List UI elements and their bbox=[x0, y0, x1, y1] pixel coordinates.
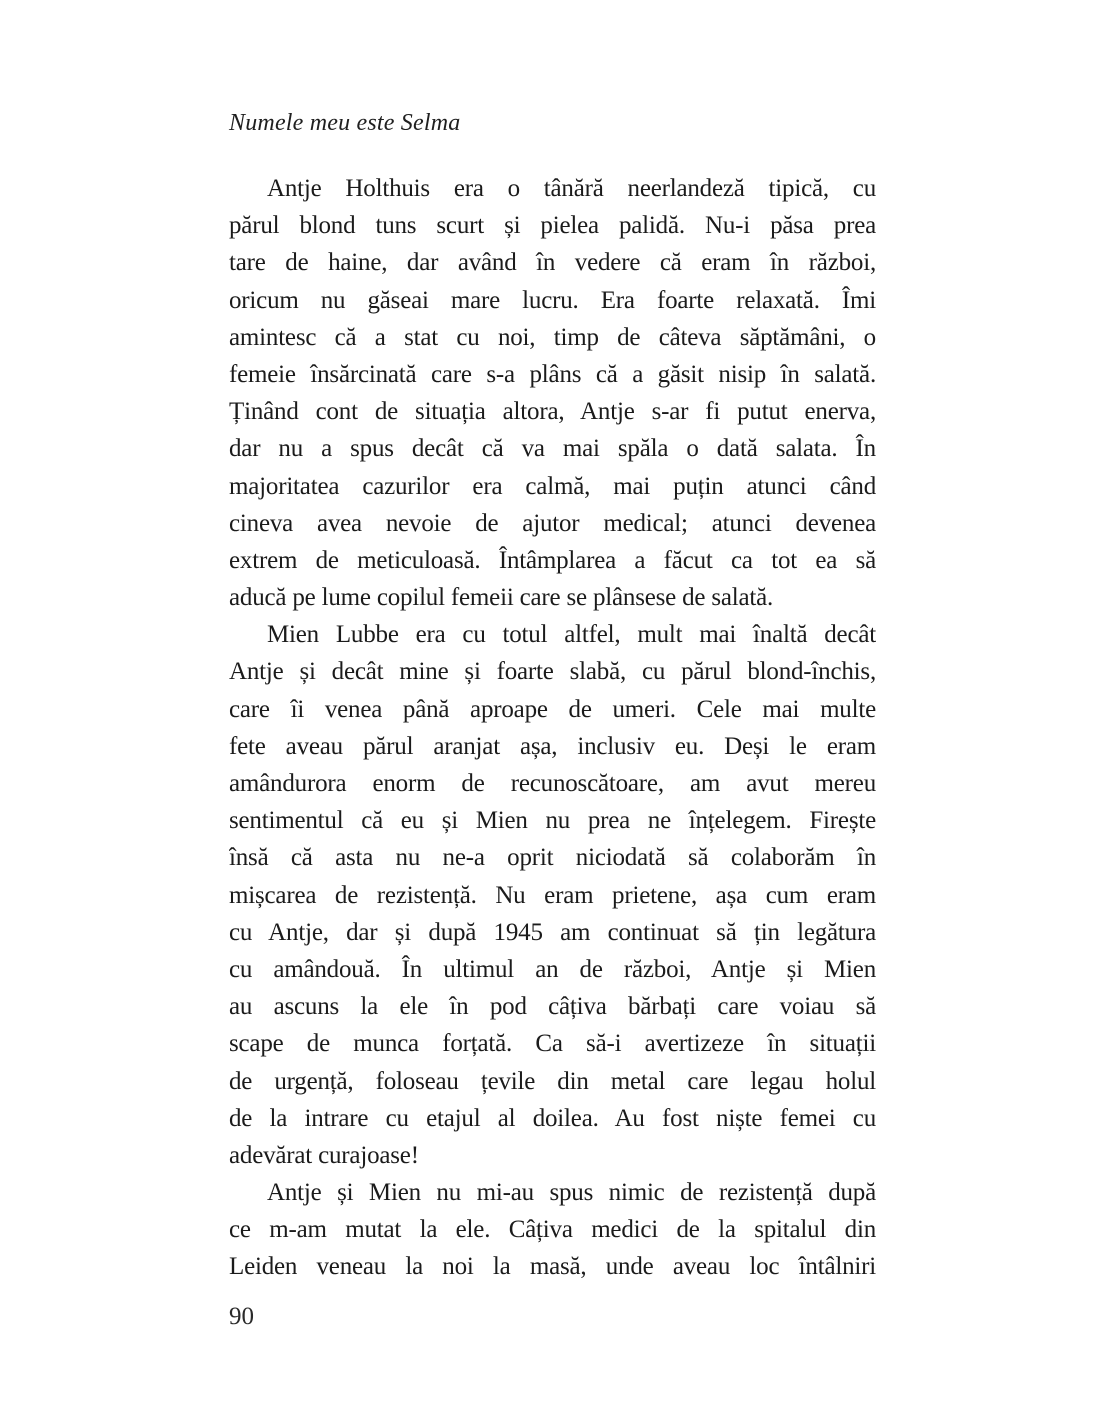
text-line: părul blond tuns scurt și pielea palidă. Nu-i păsa prea bbox=[229, 212, 876, 240]
paragraph-2 bbox=[229, 616, 876, 1174]
text-line: sentimentul că eu și Mien nu prea ne înțelegem. Firește bbox=[229, 807, 876, 835]
text-line: Antje și Mien nu mi-au spus nimic de rezistență după bbox=[267, 1179, 876, 1207]
text-line: tare de haine, dar având în vedere că eram în război, bbox=[229, 249, 876, 277]
text-line: fete aveau părul aranjat așa, inclusiv eu. Deși le eram bbox=[229, 732, 876, 760]
text-line: adevărat curajoase! bbox=[229, 1141, 419, 1169]
text-line: femeie însărcinată care s-a plâns că a găsit nisip în salată. bbox=[229, 360, 876, 388]
text-line: extrem de meticuloasă. Întâmplarea a făcut ca tot ea să bbox=[229, 546, 876, 574]
text-line: de urgență, foloseau țevile din metal care legau holul bbox=[229, 1067, 876, 1095]
text-line: Ținând cont de situația altora, Antje s-ar fi putut enerva, bbox=[229, 398, 876, 426]
text-line: majoritatea cazurilor era calmă, mai puțin atunci când bbox=[229, 472, 876, 500]
text-line: au ascuns la ele în pod câțiva bărbați care voiau să bbox=[229, 993, 876, 1021]
text-line: cu Antje, dar și după 1945 am continuat să țin legătura bbox=[229, 918, 876, 946]
text-line: cineva avea nevoie de ajutor medical; atunci devenea bbox=[229, 509, 876, 537]
page-number: 90 bbox=[229, 1303, 254, 1330]
text-line: Antje Holthuis era o tânără neerlandeză tipică, cu bbox=[267, 175, 876, 202]
running-header: Numele meu este Selma bbox=[229, 110, 461, 136]
text-line: de la intrare cu etajul al doilea. Au fost niște femei cu bbox=[229, 1104, 876, 1132]
paragraph-1 bbox=[229, 170, 876, 616]
text-line: scape de munca forțată. Ca să-i avertizeze în situații bbox=[229, 1030, 876, 1058]
text-line: amândurora enorm de recunoscătoare, am avut mereu bbox=[229, 770, 876, 797]
text-line: Mien Lubbe era cu totul altfel, mult mai înaltă decât bbox=[267, 621, 876, 649]
text-line: însă că asta nu ne-a oprit niciodată să colaborăm în bbox=[229, 844, 876, 872]
text-line: dar nu a spus decât că va mai spăla o dată salata. În bbox=[229, 435, 876, 463]
paragraph-3 bbox=[229, 1174, 876, 1286]
text-line: aducă pe lume copilul femeii care se plânsese de salată. bbox=[229, 584, 774, 612]
text-line: amintesc că a stat cu noi, timp de câteva săptămâni, o bbox=[229, 323, 876, 351]
text-line: oricum nu găseai mare lucru. Era foarte relaxată. Îmi bbox=[229, 286, 876, 314]
text-line: Leiden veneau la noi la masă, unde aveau loc întâlniri bbox=[229, 1253, 876, 1281]
text-line: Antje și decât mine și foarte slabă, cu părul blond-închis, bbox=[229, 658, 876, 686]
text-line: cu amândouă. În ultimul an de război, Antje și Mien bbox=[229, 955, 876, 983]
text-line: care îi venea până aproape de umeri. Cele mai multe bbox=[229, 695, 876, 723]
body-text bbox=[229, 170, 876, 1286]
text-line: ce m-am mutat la ele. Câțiva medici de la spitalul din bbox=[229, 1216, 876, 1244]
text-line: mișcarea de rezistență. Nu eram prietene, așa cum eram bbox=[229, 881, 876, 909]
